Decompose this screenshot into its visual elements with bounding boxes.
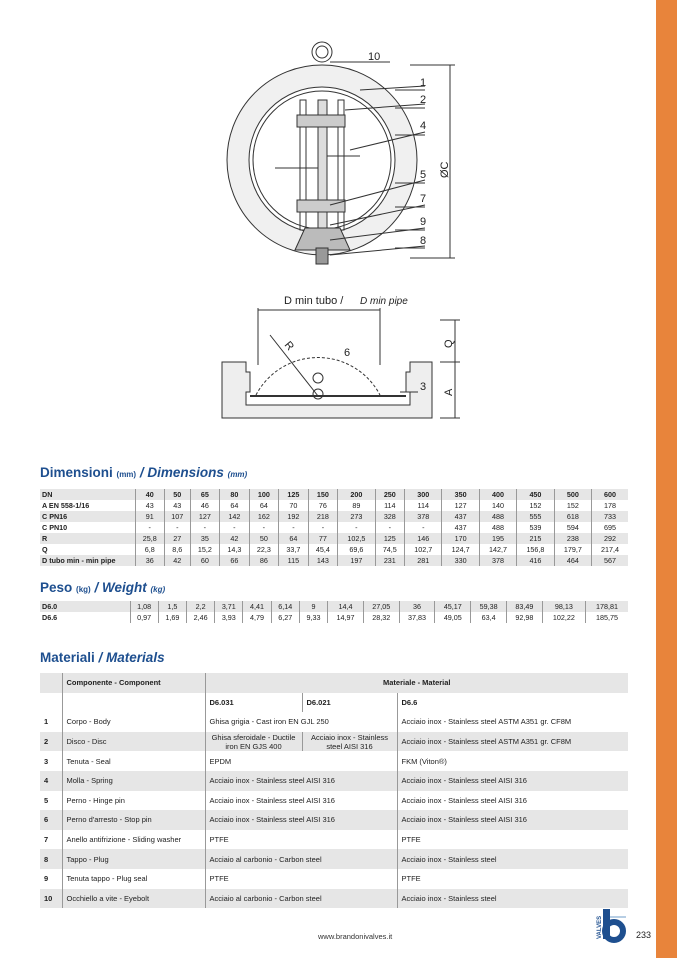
brandoni-logo [592,905,628,945]
cell-value: 125 [375,533,405,544]
table-row [40,555,628,566]
row-label: Q [42,545,48,554]
cell-value: 142 [220,511,250,522]
row-label: C PN10 [42,523,68,532]
cell-a: Ghisa sferoidale - Ductile iron EN GJS 400 [205,732,302,752]
cell-value: 3,71 [215,601,243,612]
cell-value: 2,46 [186,612,214,623]
cell-value: 450 [517,489,554,500]
table-row [40,533,628,544]
cell-value: 25,8 [135,533,165,544]
cell-n: 8 [44,854,49,864]
cell-value: 618 [554,511,591,522]
cell-value: 488 [479,522,516,533]
table-row [40,511,628,522]
cell-n: 10 [44,893,53,903]
callout-3: 3 [420,381,427,393]
cell-value: 178,81 [586,601,629,612]
cell-comp: Tenuta tappo - Plug seal [62,869,205,889]
cell-value: 66 [220,555,250,566]
cell-value: - [375,522,405,533]
cell-value: 500 [554,489,591,500]
cell-value: 33,7 [279,544,309,555]
cell-value: 125 [279,489,309,500]
material-row [40,869,628,889]
cell-value: 195 [479,533,516,544]
row-label: D6.6 [42,613,58,622]
cell-value: 50 [165,489,191,500]
pipe-label: D min tubo / [284,295,344,307]
dimensions-title: Dimensioni (mm) / Dimensions (mm) [40,465,248,480]
cell-c: Acciaio inox - Stainless steel ASTM A351 gr. CF8M [397,712,628,732]
material-row [40,849,628,869]
callout-5: 5 [420,169,427,181]
cell-value: 695 [592,522,628,533]
cell-c: Acciaio inox - Stainless steel AISI 316 [397,810,628,830]
material-row [40,791,628,811]
cell-value: 114 [375,500,405,511]
cell-value: 185,75 [586,612,629,623]
cell-value: 102,22 [542,612,585,623]
cell-value: 22,3 [249,544,279,555]
cell-value: 92,98 [506,612,542,623]
cell-comp: Perno - Hinge pin [62,791,205,811]
cell-value: 162 [249,511,279,522]
cell-value: 80 [220,489,250,500]
cell-c: FKM (Viton®) [397,751,628,771]
materials-title: Materiali / Materials [40,650,165,665]
cell-value: 488 [479,511,516,522]
cell-n: 2 [44,737,49,747]
material-row [40,889,628,909]
cell-value: 1,69 [158,612,186,623]
material-row [40,830,628,850]
cell-a: PTFE [205,869,397,889]
callout-2: 2 [420,94,427,106]
cell-value: 74,5 [375,544,405,555]
cell-value: 179,7 [554,544,591,555]
cell-value: 91 [135,511,165,522]
cell-value: 281 [405,555,442,566]
website-url: www.brandonivalves.it [318,932,393,941]
cell-value: - [308,522,338,533]
cell-value: 292 [592,533,628,544]
cell-a: Acciaio inox - Stainless steel AISI 316 [205,771,397,791]
cell-a: Acciaio inox - Stainless steel AISI 316 [205,810,397,830]
cell-comp: Tappo - Plug [62,849,205,869]
cell-value: 416 [517,555,554,566]
cell-value: 127 [442,500,479,511]
cell-value: 464 [554,555,591,566]
svg-text:VALVES: VALVES [597,915,603,939]
callout-6: 6 [344,347,351,359]
cell-value: 76 [308,500,338,511]
table-row [40,544,628,555]
cell-c: Acciaio inox - Stainless steel AISI 316 [397,791,628,811]
row-label: DN [42,490,53,499]
cell-value: 63,4 [471,612,507,623]
cell-value: 89 [338,500,375,511]
cell-value: 27 [165,533,191,544]
cell-value: 69,6 [338,544,375,555]
cell-value: 143 [308,555,338,566]
cell-value: 6,14 [271,601,299,612]
cell-value: 36 [135,555,165,566]
cell-comp: Perno d'arresto - Stop pin [62,810,205,830]
cell-value: 3,93 [215,612,243,623]
cell-value: 215 [517,533,554,544]
cell-value: 6,27 [271,612,299,623]
cell-value: 1,08 [130,601,158,612]
cell-c: Acciaio inox - Stainless steel [397,849,628,869]
cell-value: 127 [190,511,220,522]
cell-value: 378 [479,555,516,566]
cell-n: 4 [44,776,49,786]
cell-n: 9 [44,874,49,884]
cell-value: 14,4 [328,601,364,612]
cell-value: 77 [308,533,338,544]
cell-n: 3 [44,756,49,766]
cell-value: 567 [592,555,628,566]
cell-value: 378 [405,511,442,522]
cell-value: 14,3 [220,544,250,555]
cell-c: Acciaio inox - Stainless steel AISI 316 [397,771,628,791]
cell-value: 200 [338,489,375,500]
weight-table [40,601,628,623]
cell-value: 140 [479,500,516,511]
cell-value: 40 [135,489,165,500]
cell-value: 102,7 [405,544,442,555]
cell-value: 539 [517,522,554,533]
q-label: Q [443,339,455,348]
table-row [40,612,628,623]
cell-comp: Disco - Disc [62,732,205,752]
cell-value: 250 [375,489,405,500]
callout-9: 9 [420,216,427,228]
cell-a: EPDM [205,751,397,771]
cell-comp: Corpo - Body [62,712,205,732]
cell-c: PTFE [397,830,628,850]
callout-10: 10 [368,51,381,63]
cell-comp: Molla - Spring [62,771,205,791]
cell-value: 64 [249,500,279,511]
material-row [40,751,628,771]
cell-value: 192 [279,511,309,522]
cell-value: 152 [554,500,591,511]
table-row [40,601,628,612]
cell-value: 49,05 [435,612,471,623]
callout-4: 4 [420,120,427,132]
callout-1: 1 [420,77,427,89]
cell-value: 733 [592,511,628,522]
cell-value: 2,2 [186,601,214,612]
cell-value: 594 [554,522,591,533]
sub-d66: D6.6 [397,693,628,713]
material-row [40,732,628,752]
table-row [40,489,628,500]
cell-value: 65 [190,489,220,500]
diameter-label: ØC [439,161,451,178]
callout-7: 7 [420,193,427,205]
cell-n: 5 [44,795,49,805]
cell-value: 6,8 [135,544,165,555]
material-row [40,712,628,732]
cell-value: - [220,522,250,533]
cell-value: 60 [190,555,220,566]
cell-value: 59,38 [471,601,507,612]
callout-8: 8 [420,235,427,247]
cell-value: 114 [405,500,442,511]
cell-value: 15,2 [190,544,220,555]
radius-label: R [281,339,297,354]
cell-value: 102,5 [338,533,375,544]
table-row [40,522,628,533]
cell-a: Acciaio al carbonio - Carbon steel [205,889,397,909]
cell-value: 50 [249,533,279,544]
cell-value: 36 [399,601,435,612]
cell-value: 555 [517,511,554,522]
cell-value: - [338,522,375,533]
cell-value: 28,32 [363,612,399,623]
cell-value: 350 [442,489,479,500]
cell-value: 152 [517,500,554,511]
cell-value: 45,17 [435,601,471,612]
cell-value: - [135,522,165,533]
row-label: A EN 558-1/16 [42,501,90,510]
cell-value: - [405,522,442,533]
cell-n: 6 [44,815,49,825]
cell-value: 217,4 [592,544,628,555]
cell-value: - [279,522,309,533]
cell-value: 70 [279,500,309,511]
cell-value: 98,13 [542,601,585,612]
cell-value: 1,5 [158,601,186,612]
cell-value: 124,7 [442,544,479,555]
cell-value: - [249,522,279,533]
cell-value: 107 [165,511,191,522]
cell-value: 273 [338,511,375,522]
cell-value: 37,83 [399,612,435,623]
cell-value: 300 [405,489,442,500]
cell-value: 170 [442,533,479,544]
cell-value: 400 [479,489,516,500]
cell-c: PTFE [397,869,628,889]
cell-value: 14,97 [328,612,364,623]
cell-value: 43 [135,500,165,511]
dimensions-table [40,489,628,566]
cell-value: 9,33 [299,612,327,623]
cell-value: 83,49 [506,601,542,612]
cell-value: 86 [249,555,279,566]
page-number: 233 [636,930,652,940]
cell-value: 330 [442,555,479,566]
cell-value: 46 [190,500,220,511]
cell-value: 115 [279,555,309,566]
cell-value: 156,8 [517,544,554,555]
cell-value: 150 [308,489,338,500]
cell-c: Acciaio inox - Stainless steel [397,889,628,909]
cell-value: 437 [442,522,479,533]
cell-comp: Anello antifrizione - Sliding washer [62,830,205,850]
cell-value: 437 [442,511,479,522]
row-label: D6.0 [42,602,58,611]
cell-value: 231 [375,555,405,566]
cell-value: 64 [279,533,309,544]
cell-value: 142,7 [479,544,516,555]
cell-value: 45,4 [308,544,338,555]
pipe-label-en: D min pipe [360,296,408,307]
cell-value: 218 [308,511,338,522]
cell-b: Acciaio inox - Stainless steel AISI 316 [302,732,397,752]
row-label: D tubo min - min pipe [42,556,116,565]
cell-comp: Tenuta - Seal [62,751,205,771]
cell-value: 9 [299,601,327,612]
cell-value: 42 [220,533,250,544]
cell-a: Ghisa grigia - Cast iron EN GJL 250 [205,712,397,732]
cell-value: 600 [592,489,628,500]
row-label: R [42,534,48,543]
material-row [40,771,628,791]
cell-value: 178 [592,500,628,511]
materials-table [40,673,628,908]
cell-value: 4,79 [243,612,271,623]
cell-comp: Occhiello a vite - Eyebolt [62,889,205,909]
sub-d6021: D6.021 [302,693,397,713]
sub-d6031: D6.031 [205,693,302,713]
cell-a: Acciaio al carbonio - Carbon steel [205,849,397,869]
valve-technical-drawing [0,0,677,460]
cell-a: Acciaio inox - Stainless steel AISI 316 [205,791,397,811]
weight-title: Peso (kg) / Weight (kg) [40,580,166,595]
cell-value: 43 [165,500,191,511]
cell-value: 328 [375,511,405,522]
cell-value: 64 [220,500,250,511]
cell-value: 197 [338,555,375,566]
col-material: Materiale - Material [205,673,628,693]
row-label: C PN16 [42,512,68,521]
cell-value: 42 [165,555,191,566]
cell-value: 100 [249,489,279,500]
cell-value: 238 [554,533,591,544]
material-row [40,810,628,830]
cell-n: 7 [44,835,49,845]
cell-n: 1 [44,717,49,727]
a-label: A [443,388,455,396]
col-component: Componente - Component [62,673,205,693]
cell-a: PTFE [205,830,397,850]
cell-value: 0,97 [130,612,158,623]
cell-value: - [165,522,191,533]
cell-value: 27,05 [363,601,399,612]
cell-c: Acciaio inox - Stainless steel ASTM A351 gr. CF8M [397,732,628,752]
cell-value: 146 [405,533,442,544]
table-row [40,500,628,511]
cell-value: 8,6 [165,544,191,555]
cell-value: 4,41 [243,601,271,612]
cell-value: - [190,522,220,533]
cell-value: 35 [190,533,220,544]
